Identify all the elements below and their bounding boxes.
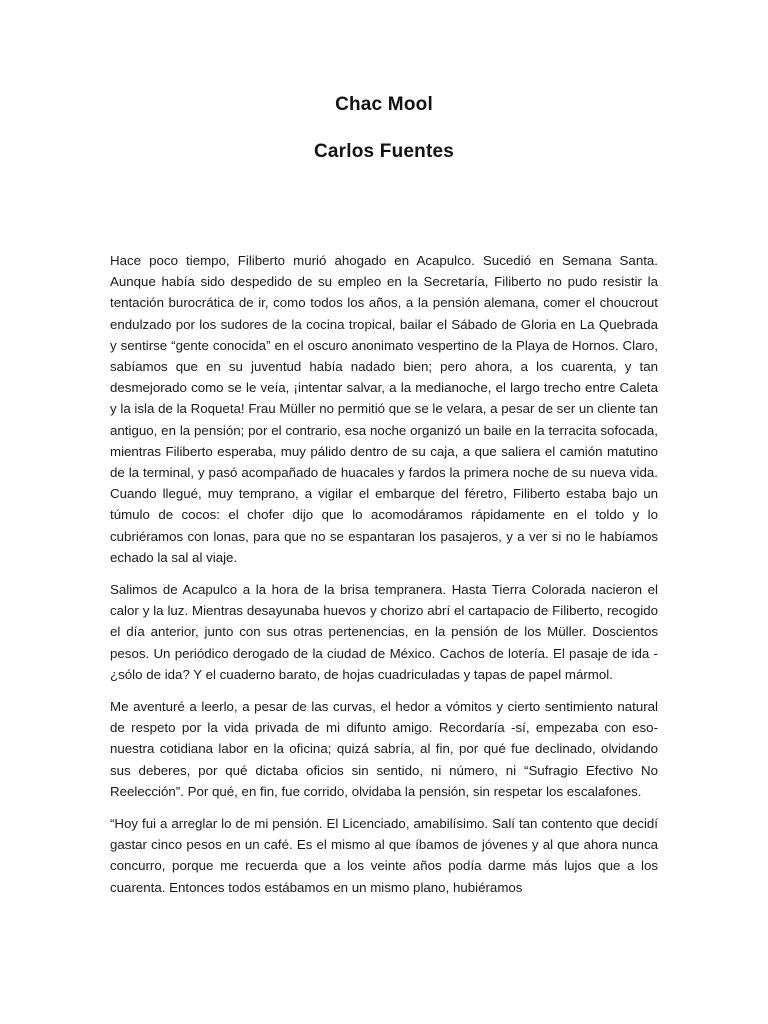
document-author: Carlos Fuentes bbox=[313, 141, 455, 162]
paragraph-4: “Hoy fui a arreglar lo de mi pensión. El Licenciado, amabilísimo. Salí tan contento que decidí gastar cinco pesos en un café. Es el mismo al que íbamos de jóvenes y al que ahora nunca concurro, porque me recuerda que a los veinte años podía darme más lujos que a los cuarenta. Entonces todos estábamos en un mismo plano, hubiéramos bbox=[110, 816, 658, 895]
paragraph-3: Me aventuré a leerlo, a pesar de las curvas, el hedor a vómitos y cierto sentimiento natural de respeto por la vida privada de mi difunto amigo. Recordaría -sí, empezaba con eso- nuestra cotidiana labor en la oficina; quizá sabría, al fin, por qué fue declinado, olvidando sus deberes, por qué dictaba oficios sin sentido, ni número, ni “Sufragio Efectivo No Reelección”. Por qué, en fin, fue corrido, olvidaba la pensión, sin respetar los escalafones. bbox=[110, 699, 658, 799]
document-title: Chac Mool bbox=[335, 94, 433, 115]
document-body bbox=[110, 250, 658, 909]
paragraph-2: Salimos de Acapulco a la hora de la brisa tempranera. Hasta Tierra Colorada nacieron el calor y la luz. Mientras desayunaba huevos y chorizo abrí el cartapacio de Filiberto, recogido el día anterior, junto con sus otras pertenencias, en la pensión de los Müller. Doscientos pesos. Un periódico derogado de la ciudad de México. Cachos de lotería. El pasaje de ida -¿sólo de ida? Y el cuaderno barato, de hojas cuadriculadas y tapas de papel mármol. bbox=[110, 582, 658, 682]
paragraph-1: Hace poco tiempo, Filiberto murió ahogado en Acapulco. Sucedió en Semana Santa. Aunque había sido despedido de su empleo en la Secretaría, Filiberto no pudo resistir la tentación burocrática de ir, como todos los años, a la pensión alemana, comer el choucrout endulzado por los sudores de la cocina tropical, bailar el Sábado de Gloria en La Quebrada y sentirse “gente conocida” en el oscuro anonimato vespertino de la Playa de Hornos. Claro, sabíamos que en su juventud había nadado bien; pero ahora, a los cuarenta, y tan desmejorado como se le veía, ¡intentar salvar, a la medianoche, el largo trecho entre Caleta y la isla de la Roqueta! Frau Müller no permitió que se le velara, a pesar de ser un cliente tan antiguo, en la pensión; por el contrario, esa noche organizó un baile en la terracita sofocada, mientras Filiberto esperaba, muy pálido dentro de su caja, a que saliera el camión matutino de la terminal, y pasó acompañado de huacales y fardos la primera noche de su nueva vida. Cuando llegué, muy temprano, a vigilar el embarque del féretro, Filiberto estaba bajo un túmulo de cocos: el chofer dijo que lo acomodáramos rápidamente en el toldo y lo cubriéramos con lonas, para que no se espantaran los pasajeros, y a ver si no le habíamos echado la sal al viaje. bbox=[110, 253, 658, 565]
